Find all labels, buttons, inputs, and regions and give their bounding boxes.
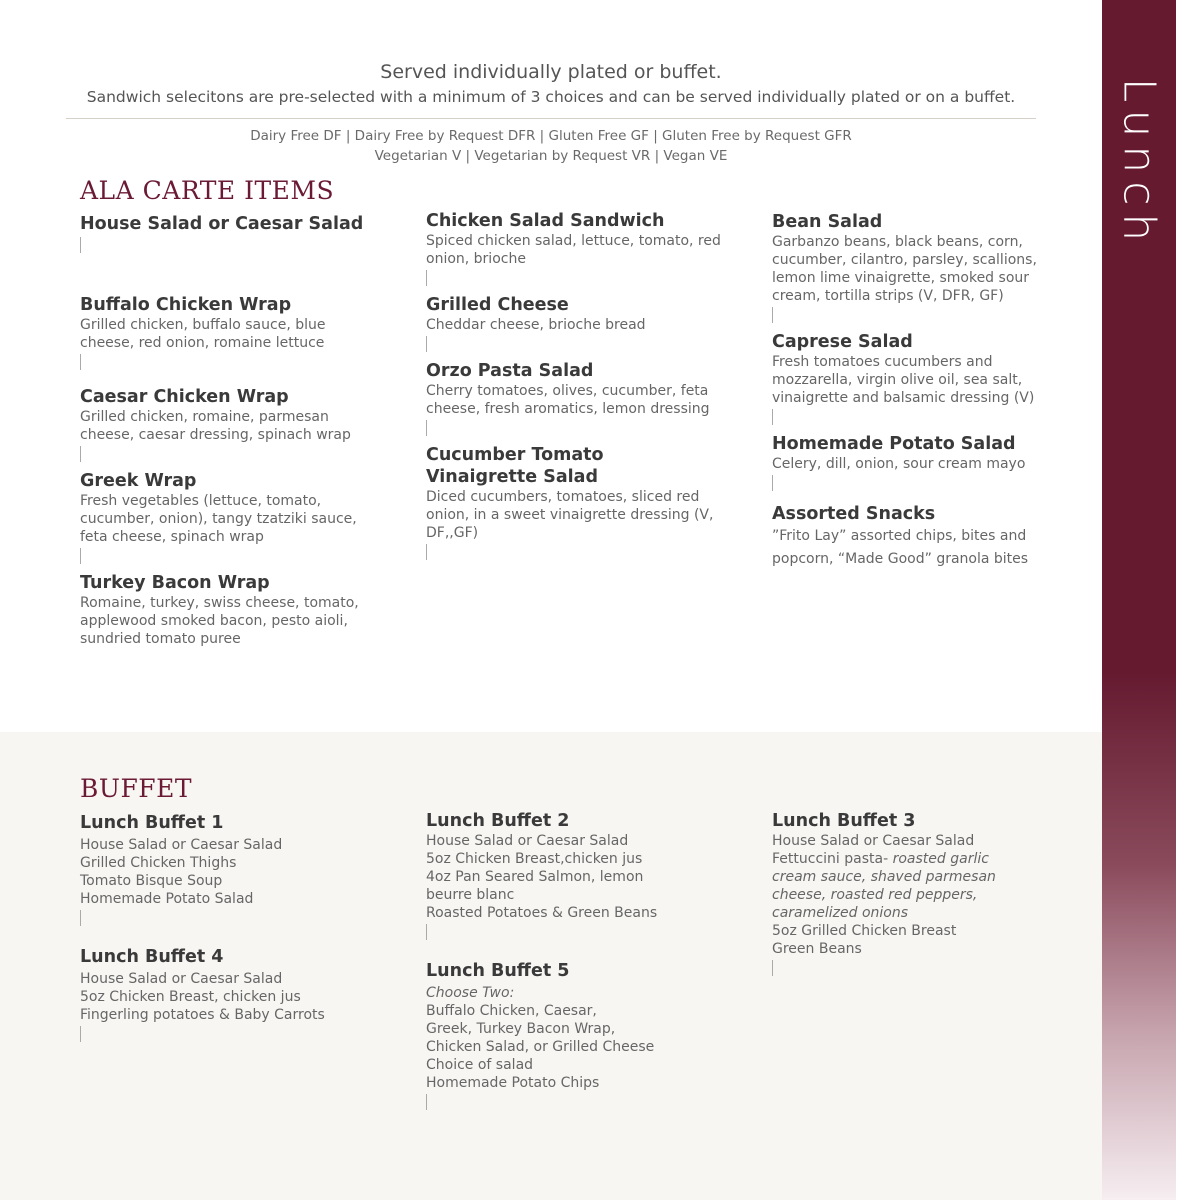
buffet-choose-label: Choose Two:	[426, 985, 515, 1001]
buffet-line: 5oz Chicken Breast,chicken jus	[426, 851, 643, 867]
item-divider	[80, 1026, 81, 1042]
menu-item	[80, 470, 380, 564]
ala-carte-title: ALA CARTE ITEMS	[80, 176, 335, 205]
item-divider	[426, 420, 427, 436]
buffet-line: Green Beans	[772, 941, 862, 957]
legend-line-2: Vegetarian V | Vegetarian by Request VR | Vegan VE	[374, 148, 728, 164]
menu-item	[772, 211, 1057, 323]
item-divider	[80, 446, 81, 462]
item-name: Grilled Cheese	[426, 295, 569, 315]
buffet-line: House Salad or Caesar Salad	[80, 971, 283, 987]
item-divider	[426, 270, 427, 286]
buffet-line: Homemade Potato Chips	[426, 1075, 600, 1091]
item-name: Greek Wrap	[80, 471, 197, 491]
item-name: Orzo Pasta Salad	[426, 361, 594, 381]
menu-item	[426, 210, 726, 286]
legend-line-1: Dairy Free DF | Dairy Free by Request DFR | Gluten Free GF | Gluten Free by Request GFR	[250, 128, 852, 144]
dietary-legend	[0, 126, 1102, 166]
ala-carte-column-3	[772, 211, 1057, 571]
buffet-title: BUFFET	[80, 774, 193, 803]
buffet-line: Fingerling potatoes & Baby Carrots	[80, 1007, 325, 1023]
item-name: House Salad or Caesar Salad	[80, 214, 364, 234]
buffet-line: 4oz Pan Seared Salmon, lemon beurre blanc	[426, 869, 644, 903]
menu-item	[426, 360, 726, 436]
item-name: Homemade Potato Salad	[772, 434, 1016, 454]
item-description: Cheddar cheese, brioche bread	[426, 317, 646, 333]
menu-item	[426, 294, 726, 352]
item-divider	[80, 548, 81, 564]
item-description: Spiced chicken salad, lettuce, tomato, red onion, brioche	[426, 233, 721, 267]
item-description: Fresh vegetables (lettuce, tomato, cucumber, onion), tangy tzatziki sauce, feta cheese, spinach wrap	[80, 493, 357, 545]
intro-line-2: Sandwich selecitons are pre-selected with a minimum of 3 choices and can be served individually plated or on a buffet.	[86, 88, 1016, 106]
buffet-line: Roasted Potatoes & Green Beans	[426, 905, 658, 921]
menu-item	[80, 572, 380, 648]
menu-item	[772, 503, 1057, 571]
item-divider	[772, 475, 773, 491]
item-divider	[426, 336, 427, 352]
item-name: Turkey Bacon Wrap	[80, 573, 270, 593]
item-divider	[80, 354, 81, 370]
menu-item	[772, 331, 1057, 425]
item-description: Cherry tomatoes, olives, cucumber, feta cheese, fresh aromatics, lemon dressing	[426, 383, 710, 417]
buffet-line: 5oz Chicken Breast, chicken jus	[80, 989, 301, 1005]
item-description: Diced cucumbers, tomatoes, sliced red onion, in a sweet vinaigrette dressing (V, DF,,GF)	[426, 489, 714, 541]
ala-carte-column-1	[80, 213, 380, 648]
buffet-name: Lunch Buffet 4	[80, 947, 224, 967]
item-divider	[426, 924, 427, 940]
buffet-line: House Salad or Caesar Salad	[426, 833, 629, 849]
side-title: Lunch	[1113, 77, 1165, 249]
buffet-line: Chicken Salad, or Grilled Cheese	[426, 1039, 655, 1055]
item-description: Celery, dill, onion, sour cream mayo	[772, 456, 1026, 472]
item-divider	[772, 960, 773, 976]
buffet-line: Tomato Bisque Soup	[80, 873, 223, 889]
divider	[66, 118, 1036, 119]
item-name: Caesar Chicken Wrap	[80, 387, 289, 407]
buffet-name: Lunch Buffet 3	[772, 811, 916, 831]
buffet-line: Grilled Chicken Thighs	[80, 855, 237, 871]
buffet-name: Lunch Buffet 2	[426, 811, 570, 831]
intro-line-1: Served individually plated or buffet.	[380, 61, 722, 83]
item-divider	[80, 910, 81, 926]
item-name: Chicken Salad Sandwich	[426, 211, 665, 231]
menu-item	[80, 213, 380, 253]
buffet-column-3	[772, 810, 1032, 976]
item-description: Grilled chicken, romaine, parmesan cheese, caesar dressing, spinach wrap	[80, 409, 351, 443]
item-description: Garbanzo beans, black beans, corn, cucumber, cilantro, parsley, scallions, lemon lime vinaigrette, smoked sour cream, tortilla strips (V, DFR, GF)	[772, 234, 1037, 304]
menu-item	[772, 433, 1057, 491]
buffet-line: Homemade Potato Salad	[80, 891, 254, 907]
ala-carte-column-2	[426, 210, 726, 560]
buffet-item	[772, 810, 1032, 976]
item-description: Romaine, turkey, swiss cheese, tomato, applewood smoked bacon, pesto aioli, sundried tomato puree	[80, 595, 359, 647]
item-divider	[772, 307, 773, 323]
buffet-line: Buffalo Chicken, Caesar,	[426, 1003, 597, 1019]
buffet-pasta	[772, 850, 1032, 922]
item-description: ”Frito Lay” assorted chips, bites and popcorn, “Made Good” granola bites	[772, 528, 1029, 567]
item-divider	[426, 1094, 427, 1110]
buffet-line: House Salad or Caesar Salad	[80, 837, 283, 853]
intro	[0, 60, 1102, 110]
buffet-item	[426, 960, 726, 1110]
buffet-line: 5oz Grilled Chicken Breast	[772, 923, 957, 939]
item-name: Bean Salad	[772, 212, 883, 232]
pasta-label: Fettuccini pasta-	[772, 851, 893, 867]
buffet-line: Greek, Turkey Bacon Wrap,	[426, 1021, 616, 1037]
menu-item	[80, 386, 380, 462]
item-name: Assorted Snacks	[772, 504, 936, 524]
menu-item	[426, 444, 726, 560]
item-name: Cucumber Tomato Vinaigrette Salad	[426, 445, 604, 487]
item-name: Buffalo Chicken Wrap	[80, 295, 292, 315]
item-description: Grilled chicken, buffalo sauce, blue cheese, red onion, romaine lettuce	[80, 317, 326, 351]
buffet-item	[80, 946, 380, 1042]
item-divider	[426, 544, 427, 560]
item-divider	[80, 237, 81, 253]
item-divider	[772, 409, 773, 425]
buffet-column-1	[80, 812, 380, 1042]
menu-item	[80, 294, 380, 370]
buffet-item	[80, 812, 380, 926]
item-description: Fresh tomatoes cucumbers and mozzarella, virgin olive oil, sea salt, vinaigrette and balsamic dressing (V)	[772, 354, 1035, 406]
buffet-item	[426, 810, 726, 940]
buffet-name: Lunch Buffet 1	[80, 813, 224, 833]
buffet-line: House Salad or Caesar Salad	[772, 833, 975, 849]
item-name: Caprese Salad	[772, 332, 913, 352]
buffet-column-2	[426, 810, 726, 1110]
buffet-name: Lunch Buffet 5	[426, 961, 570, 981]
buffet-line: Choice of salad	[426, 1057, 534, 1073]
pasta-description: roasted garlic cream sauce, shaved parmesan cheese, roasted red peppers, caramelized onions	[772, 851, 996, 921]
